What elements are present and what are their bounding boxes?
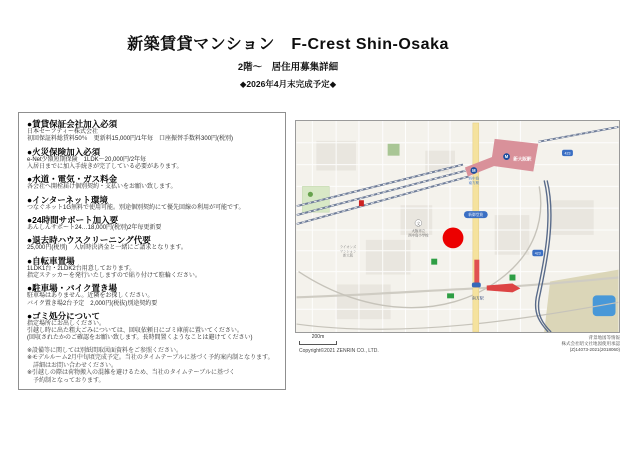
section-line: つなぐネット1G無料で使用可能。別途個別契約にて優先回線の利用が可能です。 <box>27 204 245 211</box>
property-marker-dot <box>443 227 464 248</box>
minamikata-station-icon <box>472 282 481 287</box>
school-glyph: 文 <box>416 221 421 226</box>
section-line: あんしんサポート24…18,000円(税別)2年毎更新要 <box>27 225 162 232</box>
svg-text:M: M <box>472 168 476 174</box>
section-line: (回収されたかのご確認をお願い致します。長時間置くようなことは避けてください) <box>27 335 253 342</box>
section-line: バイク置き場2台予定 2,000円(税抜)別途契約要 <box>27 300 158 307</box>
map-copyright: Copyright©2021 ZENRIN CO., LTD. <box>299 347 379 354</box>
note-line: 予約制となっております。 <box>27 377 105 384</box>
section-parking <box>27 283 277 308</box>
section-heading: ●水道・電気・ガス料金 <box>27 174 118 185</box>
completion-date: ◆2026年4月末完成予定◆ <box>239 79 337 89</box>
section-line: 指定場所にお出しください。 <box>27 320 106 327</box>
section-line: 駐車場はありません。近隣をお探しください。 <box>27 293 154 300</box>
notes-block <box>27 348 277 386</box>
section-line: 引越し時に出た粗大ごみについては、回収依頼日にゴミ庫前に置いてください。 <box>27 328 243 335</box>
svg-text:M: M <box>504 154 509 160</box>
attribution-line: (Z)14073-2021(2018060) <box>569 347 620 353</box>
section-line: 指定ステッカーを発行いたしますので貼り付けて駐輪ください。 <box>27 273 201 279</box>
section-internet <box>27 195 277 212</box>
attribution-line: 背景地図等情報 <box>588 335 620 340</box>
section-support24 <box>27 215 277 232</box>
school-label: 西中島小学校 <box>408 233 429 238</box>
minamikata-station-label: 南方駅 <box>471 295 484 301</box>
svg-text:ライオンズ: ライオンズ <box>339 244 357 249</box>
school-label: 大阪市立 <box>411 228 426 233</box>
map-scale-area <box>299 335 419 354</box>
svg-text:新御堂筋: 新御堂筋 <box>468 213 484 218</box>
svg-text:新大阪: 新大阪 <box>342 253 354 258</box>
section-cleaning <box>27 235 277 252</box>
section-heading: ●退去時ハウスクリーニング代要 <box>27 235 151 246</box>
section-heading: ●賃貸保証会社加入必須 <box>27 119 118 129</box>
page-title: 新築賃貸マンション F-Crest Shin-Osaka <box>127 36 449 53</box>
map-scale <box>299 335 337 345</box>
tree-icon <box>308 192 313 197</box>
section-line: e-Net少額短期保険 1LDK～20,000円/2年毎 <box>27 156 147 163</box>
section-heading: ●駐車場・バイク置き場 <box>27 283 117 294</box>
attribution-line: 株式会社昭文社地図使用承認 <box>561 341 620 347</box>
nishinakajima-station-label: 南方駅 <box>468 180 480 185</box>
svg-text:423: 423 <box>534 251 541 256</box>
section-guarantor <box>27 119 277 144</box>
section-heading: ●インターネット環境 <box>27 194 108 205</box>
svg-text:423: 423 <box>564 151 571 156</box>
section-line: 1LDK1台・2LDK2台用意しております。 <box>27 265 136 272</box>
road-name-label <box>464 211 488 218</box>
shin-osaka-station-label: 新大阪駅 <box>513 156 532 162</box>
section-line: 初回保証料総賃料50％ 更新料15,000円/1年毎 口座振替手数料300円(税別) <box>27 136 234 143</box>
map-canvas <box>296 121 619 332</box>
section-utilities <box>27 174 277 191</box>
map-attribution <box>562 335 621 353</box>
section-bicycle <box>27 256 277 281</box>
scale-bar <box>299 341 337 345</box>
green-poi-icon <box>447 293 454 298</box>
section-line: 入居日までに加入手続きが完了している必要があります。 <box>27 163 183 170</box>
page-header <box>0 31 576 90</box>
section-heading: ●24時間サポート加入要 <box>27 214 119 225</box>
conditions-box <box>18 112 286 390</box>
section-heading: ●火災保険加入必須 <box>27 146 101 157</box>
section-line: 日本セーフティー株式会社 <box>27 129 98 136</box>
section-heading: ●ゴミ処分について <box>27 310 100 321</box>
svg-text:マンション: マンション <box>339 249 357 254</box>
note-line: 詳細はお問い合わせください。 <box>27 362 118 369</box>
scale-label: 200m <box>311 334 325 340</box>
green-poi-icon <box>431 259 437 265</box>
green-poi-icon <box>510 275 516 281</box>
section-line: 25,000円(税別) 入居時決済金と一緒にご請求となります。 <box>27 245 187 252</box>
section-heading: ●自転車置場 <box>27 255 75 266</box>
location-map <box>295 120 620 333</box>
yellow-road <box>473 123 479 332</box>
section-garbage <box>27 311 277 343</box>
nishinakajima-station-label: 西中島 <box>468 176 480 181</box>
section-line: 各会社へ開栓届け個別契約・支払いをお願い致します。 <box>27 184 177 191</box>
section-fire-insurance <box>27 147 277 172</box>
note-line: ※設備等に関しては別紙間取図面資料をご参照ください。 <box>27 347 183 354</box>
note-line: ※モデルルーム2月中旬頃完成予定。当社のタイムテーブルに基づく予約案内制となります。 <box>27 355 274 361</box>
note-line: ※引越しの際は荷物搬入の混雑を避けるため、当社のタイムテーブルに基づく <box>27 370 236 376</box>
red-poi-icon <box>359 200 364 206</box>
page-subtitle: 2階～ 居住用募集詳細 <box>237 62 339 73</box>
